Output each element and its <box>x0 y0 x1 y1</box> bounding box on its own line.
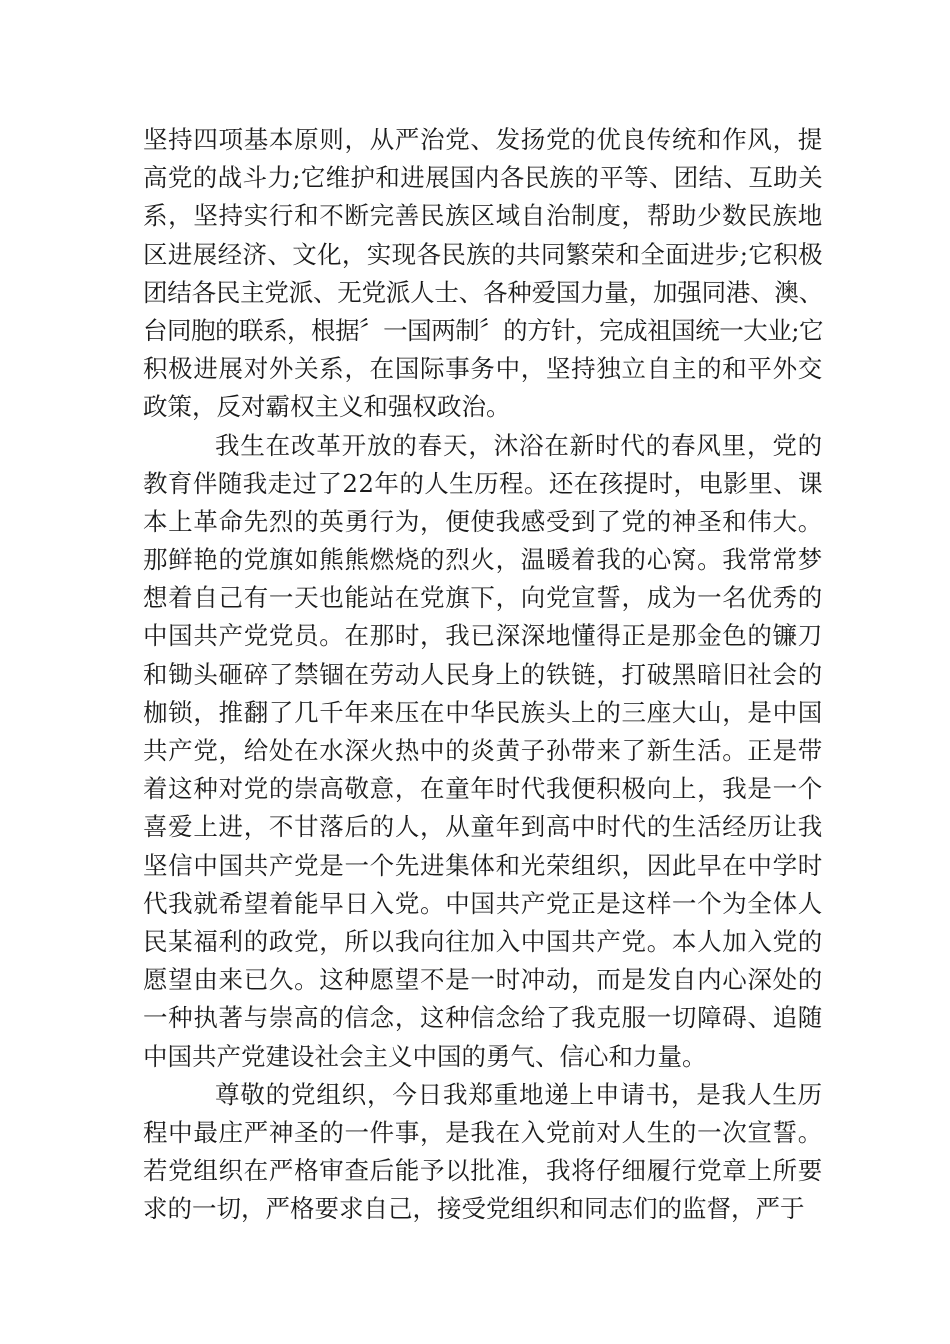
text-line: 坚持四项基本原则，从严治党、发扬党的优良传统和作风，提 <box>143 125 823 154</box>
text-line: 台同胞的联系，根据〞一国两制〞的方针，完成祖国统一大业;它 <box>143 315 823 345</box>
text-line: 区进展经济、文化，实现各民族的共同繁荣和全面进步;它积极 <box>143 239 823 269</box>
text-line: 中国共产党党员。在那时，我已深深地懂得正是那金色的镰刀 <box>143 621 823 651</box>
text-line: 着这种对党的崇高敬意，在童年时代我便积极向上，我是一个 <box>143 774 823 804</box>
paragraph-3 <box>143 1076 823 1229</box>
text-line: 教育伴随我走过了22年的人生历程。还在孩提时，电影里、课 <box>143 468 823 498</box>
text-line: 积极进展对外关系，在国际事务中，坚持独立自主的和平外交 <box>143 354 823 384</box>
text-line: 想着自己有一天也能站在党旗下，向党宣誓，成为一名优秀的 <box>143 583 823 613</box>
text-line: 枷锁，推翻了几千年来压在中华民族头上的三座大山，是中国 <box>143 697 823 727</box>
text-line: 中国共产党建设社会主义中国的勇气、信心和力量。 <box>143 1041 707 1071</box>
text-line: 尊敬的党组织，今日我郑重地递上申请书，是我人生历 <box>215 1079 823 1109</box>
text-line: 民某福利的政党，所以我向往加入中国共产党。本人加入党的 <box>143 926 823 956</box>
text-line: 愿望由来已久。这种愿望不是一时冲动，而是发自内心深处的 <box>143 965 823 995</box>
text-line: 坚信中国共产党是一个先进集体和光荣组织，因此早在中学时 <box>143 850 823 880</box>
paragraph-1 <box>143 121 823 427</box>
text-line: 那鲜艳的党旗如熊熊燃烧的烈火，温暖着我的心窝。我常常梦 <box>143 545 823 575</box>
text-line: 喜爱上进，不甘落后的人，从童年到高中时代的生活经历让我 <box>143 812 823 842</box>
text-line: 政策，反对霸权主义和强权政治。 <box>143 392 511 422</box>
text-line: 高党的战斗力;它维护和进展国内各民族的平等、团结、互助关 <box>143 163 823 193</box>
text-line: 程中最庄严神圣的一件事，是我在入党前对人生的一次宣誓。 <box>143 1117 823 1147</box>
text-line: 本上革命先烈的英勇行为，便使我感受到了党的神圣和伟大。 <box>143 506 823 536</box>
text-line: 若党组织在严格审查后能予以批准，我将仔细履行党章上所要 <box>143 1156 823 1186</box>
text-line: 和锄头砸碎了禁锢在劳动人民身上的铁链，打破黑暗旧社会的 <box>143 659 823 689</box>
text-line: 代我就希望着能早日入党。中国共产党正是这样一个为全体人 <box>143 888 823 918</box>
text-line: 我生在改革开放的春天，沐浴在新时代的春风里，党的 <box>215 430 823 460</box>
paragraph-2 <box>143 427 823 1076</box>
text-line: 一种执著与崇高的信念，这种信念给了我克服一切障碍、追随 <box>143 1003 823 1033</box>
text-line: 共产党，给处在水深火热中的炎黄子孙带来了新生活。正是带 <box>143 736 823 765</box>
document-body <box>143 121 823 1228</box>
text-line: 系，坚持实行和不断完善民族区域自治制度，帮助少数民族地 <box>143 201 823 231</box>
text-line: 团结各民主党派、无党派人士、各种爱国力量，加强同港、澳、 <box>143 277 824 307</box>
text-line: 求的一切，严格要求自己，接受党组织和同志们的监督，严于 <box>143 1194 805 1224</box>
